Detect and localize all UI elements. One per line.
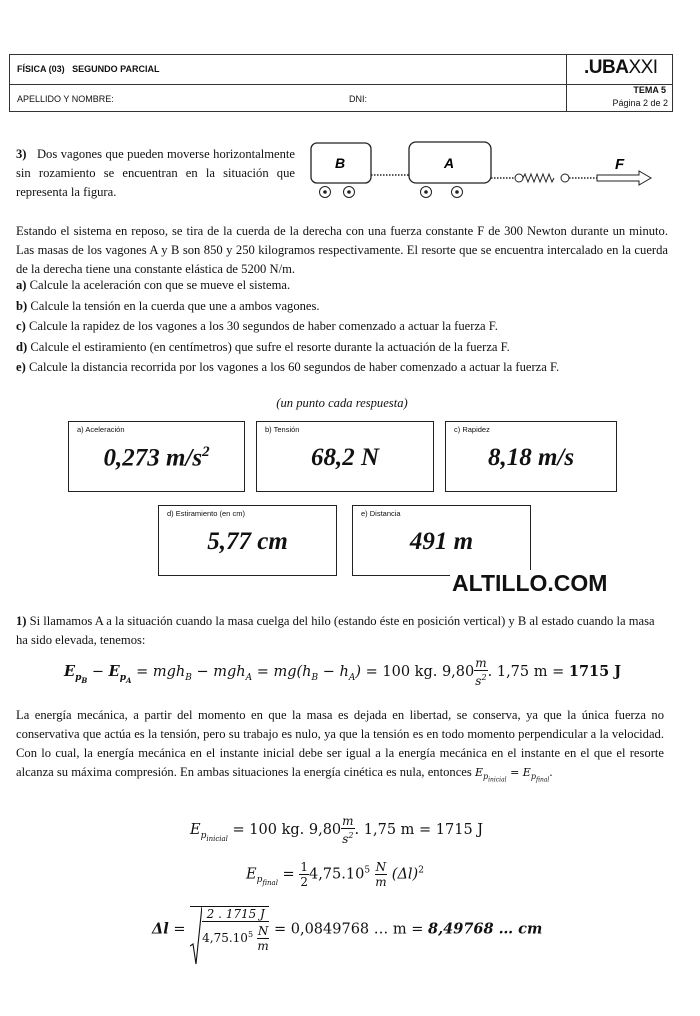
problem3-intro (16, 145, 295, 202)
equation-result: 1715 J (568, 663, 622, 680)
force-label: F (615, 156, 625, 173)
sqrt-sign (190, 906, 202, 966)
wagons-figure (305, 138, 665, 204)
points-note: (un punto cada respuesta) (276, 396, 408, 410)
question-a: a) Calcule la aceleración con que se mueve el sistema. (16, 278, 291, 292)
answer-box-c (445, 421, 617, 492)
header-divider (566, 55, 567, 112)
logo-xxi: XXI (628, 57, 658, 78)
problem1-number: 1) (16, 614, 27, 628)
answer-label: e) Distancia (361, 509, 401, 518)
answer-box-b (256, 421, 434, 492)
problem1-paragraph: La energía mecánica, a partir del momento en que la masa es dejada en libertad, se conserva, ya que la única fuerza no conservativa que actúa es la tensión, pero su trabajo es nulo, ya que la tensión es en todo momento perpendicular a la velocidad. Con lo cual, la energía mecánica en el instante inicial debe ser igual a la energía mecánica en el instante en el que el resorte alcanza su máxima compresión. En ambas situaciones la energía cinética es nula, entonces $E_{p_{inicial}} = E_{p_{final}}$. (16, 708, 664, 784)
question-e: e) Calcule la distancia recorrida por los vagones a los 60 segundos de haber comenzado a actuar la fuerza F. (16, 360, 560, 374)
answer-value: 0,273 $m/s^2$ (103, 444, 210, 472)
spring (523, 174, 554, 182)
answer-value: 5,77 cm (207, 528, 288, 555)
problem3-questions (16, 276, 676, 377)
uba-xxi-logo (584, 57, 658, 79)
problem3-intro-text: Dos vagones que pueden moverse horizontalmente sin rozamiento se encuentran en la situación que representa la figura. (16, 147, 295, 199)
logo-main: .UBA (584, 57, 629, 78)
answer-label: c) Rapidez (454, 425, 490, 434)
wagon-a-label: A (444, 155, 455, 171)
tema-label: TEMA 5 (633, 85, 666, 95)
problem3-number: 3) (16, 147, 27, 161)
answer-value: 491 m (409, 528, 474, 555)
course-title: FÍSICA (03) SEGUNDO PARCIAL (17, 64, 160, 74)
answer-label: d) Estiramiento (en cm) (167, 509, 245, 518)
answer-value: 68,2 N (310, 444, 380, 471)
equation-energy-difference: $E_{p_B} - E_{p_A} = mgh_B - mgh_A = mg(h_B - h_A) = 100$ kg. 9,80 $\frac{m}{s^2}$ . 1,75 m = 1715 J (64, 656, 622, 688)
equation-initial-energy: $E_{p_{inicial}} = 100$ kg. 9,80 $\frac{m}{s^2}$ . 1,75 m = 1715 J (190, 814, 484, 846)
answer-label: b) Tensión (265, 425, 300, 434)
question-c: c) Calcule la rapidez de los vagones a los 30 segundos de haber comenzado a actuar la fuerza F. (16, 319, 498, 333)
altillo-watermark: ALTILLO.COM (452, 570, 608, 596)
problem1-intro: 1) Si llamamos A a la situación cuando la masa cuelga del hilo (estando éste en posición vertical) y B al estado cuando la masa ha sido elevada, tenemos: (16, 614, 655, 647)
answer-box-e (352, 505, 531, 576)
problem3-statement: Estando el sistema en reposo, se tira de la cuerda de la derecha con una fuerza constante F de 300 Newton durante un minuto. Las masas de los vagones A y B son 850 y 250 kilogramos respectivamente. El resorte que se encuentra intercalado en la cuerda de la derecha tiene una constante elástica de 5200 N/m. (16, 224, 668, 276)
wagon-b-label: B (335, 155, 346, 171)
answer-box-d (158, 505, 337, 576)
delta-l-result: 8,49768 … cm (428, 920, 543, 938)
exam-header (9, 54, 673, 112)
name-label: APELLIDO Y NOMBRE: (17, 94, 114, 104)
question-b: b) Calcule la tensión en la cuerda que une a ambos vagones. (16, 298, 320, 313)
equation-final-energy: $E_{p_{final}}$ = $\frac{1}{2}$ 4,75.10$^5$ $\frac{N}{m}$ $(\Delta l)^2$ (246, 860, 424, 889)
answer-label: a) Aceleración (77, 425, 125, 434)
page-number: Página 2 de 2 (612, 98, 668, 108)
answer-box-a (68, 421, 245, 492)
square-root: 2 . 1715 J 4,75.10$^5$ $\frac{N}{m}$ (190, 906, 269, 953)
answer-value: 8,18 m/s (487, 444, 575, 471)
dni-label: DNI: (349, 94, 367, 104)
force-arrow (597, 171, 651, 185)
equation-delta-l: Δl = 2 . 1715 J 4,75.10$^5$ $\frac{N}{m}$ = 0,0849768 … m = 8,49768 … cm (152, 906, 542, 953)
question-d: d) Calcule el estiramiento (en centímetros) que sufre el resorte durante la actuación de la fuerza F. (16, 339, 510, 354)
